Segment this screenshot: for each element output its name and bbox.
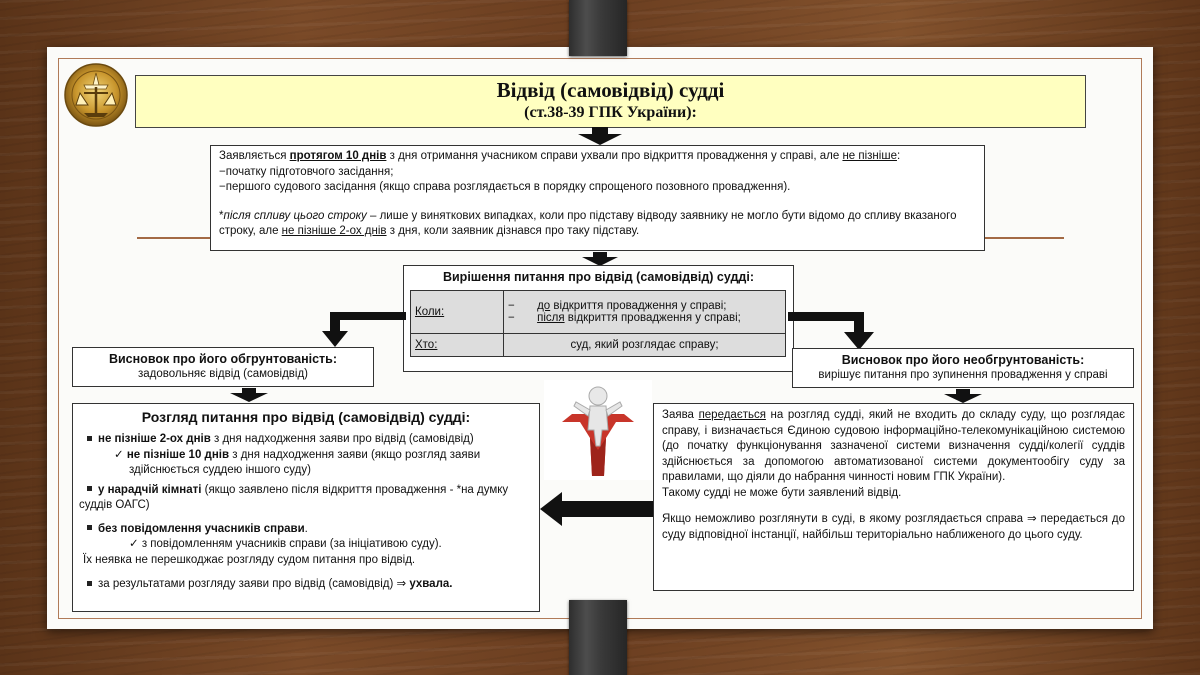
transfer-text: Заява — [662, 409, 699, 421]
decision-when-before: до — [537, 300, 551, 312]
review-heading: Розгляд питання про відвід (самовідвід) судді: — [141, 409, 471, 425]
decision-when-cell — [411, 291, 504, 334]
review-b4-text: за результатами розгляду заяви про відвід (самовідвід) ⇒ — [98, 578, 410, 590]
decision-when-item — [508, 300, 781, 312]
filing-note-text: з дня, коли заявник дізнався про таку підставу. — [386, 225, 640, 237]
transfer-text: на розгляд судді, який не входить до складу суду, що розглядає справу, і визначається Єдиною судовою інформаційно-телекомунікаційною системою (до початку функціонування зазначеної системи визначення судді/колегії суддів здійснюється за допомогою автоматизованої системи документообігу суду за правилами, що діяли до набрання чинності новим ГПК України). — [662, 409, 1126, 483]
decision-when-text: відкриття провадження у справі; — [564, 312, 741, 324]
review-box — [72, 403, 540, 612]
filing-text: Заявляється — [219, 150, 290, 162]
decision-box — [403, 265, 794, 372]
filing-box — [210, 145, 985, 251]
review-subitem — [79, 448, 533, 479]
decision-when-values — [504, 291, 786, 334]
page-title: Відвід (самовідвід) судді — [496, 78, 725, 102]
decision-table — [410, 290, 786, 357]
review-b3-bold: без повідомлення учасників справи — [98, 522, 305, 535]
turn-arrow-icon — [788, 312, 874, 350]
review-b4-bold: ухвала. — [409, 578, 453, 590]
review-b1-bold: не пізніше 2-ох днів — [98, 433, 211, 445]
filing-note-star: * — [219, 209, 224, 222]
right-conclusion-heading: Висновок про його необгрунтованість: — [841, 353, 1085, 367]
decision-when-label: Коли: — [415, 306, 445, 318]
review-bullet — [79, 483, 533, 514]
top-clip — [569, 0, 627, 56]
review-b1-sub-bold: не пізніше 10 днів — [126, 448, 230, 461]
left-conclusion-text: задовольняє відвід (самовідвід) — [137, 368, 309, 380]
decision-who-cell — [411, 334, 504, 357]
review-subitem — [79, 537, 533, 553]
title-box — [135, 75, 1086, 128]
transfer-passed: передається — [698, 409, 766, 421]
filing-note — [219, 209, 976, 240]
review-b3-note: Їх неявка не перешкоджає розгляду судом питання про відвід. — [83, 553, 416, 566]
decision-when-text: відкриття провадження у справі; — [550, 300, 727, 312]
down-arrow-icon — [226, 388, 272, 402]
down-arrow-icon — [940, 389, 986, 403]
decision-who-value: суд, який розглядає справу; — [504, 334, 786, 357]
filing-item: −першого судового засідання (якщо справа розглядається в порядку спрощеного позовного провадження). — [219, 181, 791, 193]
filing-note-text: – лише у виняткових випадках, коли про підставу відводу заявнику не могло бути відомо до спливу вказаного строку, але — [219, 209, 957, 237]
filing-text: з дня отримання учасником справи ухвали про відкриття провадження у справі, але — [386, 150, 843, 162]
filing-item: −початку підготовчого засідання; — [219, 165, 394, 178]
check-icon: ✓ — [129, 538, 139, 550]
filing-line1 — [219, 149, 976, 165]
right-conclusion-box — [792, 348, 1134, 388]
filing-text: : — [896, 150, 901, 162]
left-conclusion-box — [72, 347, 374, 387]
review-b3-sub: з повідомленням учасників справи (за ініціативою суду). — [141, 538, 442, 550]
transfer-paragraph: Якщо неможливо розглянути в суді, в якому розглядається справа ⇒ передається до суду відповідної інстанції, найбільш територіально наближеного до цього суду. — [662, 513, 1125, 541]
filing-note-deadline: не пізніше 2-ох днів — [281, 225, 387, 237]
bullet-icon — [87, 486, 92, 491]
right-conclusion-text: вирішує питання про зупинення провадження у справі — [818, 369, 1108, 381]
review-bullet — [79, 522, 533, 538]
bullet-icon — [87, 436, 92, 441]
decision-row-when — [411, 291, 786, 334]
filing-note-italic: після спливу цього строку — [223, 209, 367, 222]
review-b1-sub-text: з дня надходження заяви (якщо розгляд заяви здійснюється суддею іншого суду) — [129, 448, 481, 476]
down-arrow-icon — [572, 127, 628, 145]
down-arrow-icon — [578, 252, 622, 266]
review-b2-bold: у нарадчій кімнаті — [98, 483, 202, 496]
review-b2-text: (якщо заявлено після відкриття провадження - *на думку суддів ОАГС) — [79, 483, 509, 511]
bullet-icon — [87, 525, 92, 530]
emblem-icon — [60, 61, 132, 129]
transfer-box — [653, 403, 1134, 591]
check-icon: ✓ — [114, 448, 124, 461]
turn-arrow-icon — [322, 309, 406, 347]
decision-when-after: після — [537, 312, 565, 324]
decision-row-who — [411, 334, 786, 357]
filing-deadline: протягом 10 днів — [289, 150, 387, 162]
review-b3-end: . — [304, 522, 308, 535]
left-conclusion-heading: Висновок про його обгрунтованість: — [108, 352, 338, 366]
filing-not-later: не пізніше — [842, 150, 897, 162]
dash: − — [508, 300, 515, 312]
decision-who-label: Хто: — [415, 339, 438, 351]
left-arrow-icon — [540, 492, 654, 526]
review-bullet — [79, 432, 533, 448]
decision-heading: Вирішення питання про відвід (самовідвід) судді: — [442, 270, 755, 284]
dash: − — [508, 312, 515, 324]
review-bullet — [79, 577, 533, 593]
review-b1-text: з дня надходження заяви про відвід (самовідвід) — [210, 433, 474, 445]
decision-when-item — [508, 312, 781, 324]
crossroad-figure-icon — [544, 380, 652, 480]
bottom-clip — [569, 600, 627, 675]
page-subtitle: (ст.38-39 ГПК України): — [524, 104, 697, 121]
transfer-paragraph: Такому судді не може бути заявлений відвід. — [662, 486, 902, 499]
transfer-paragraph — [662, 408, 1125, 486]
bullet-icon — [87, 581, 92, 586]
